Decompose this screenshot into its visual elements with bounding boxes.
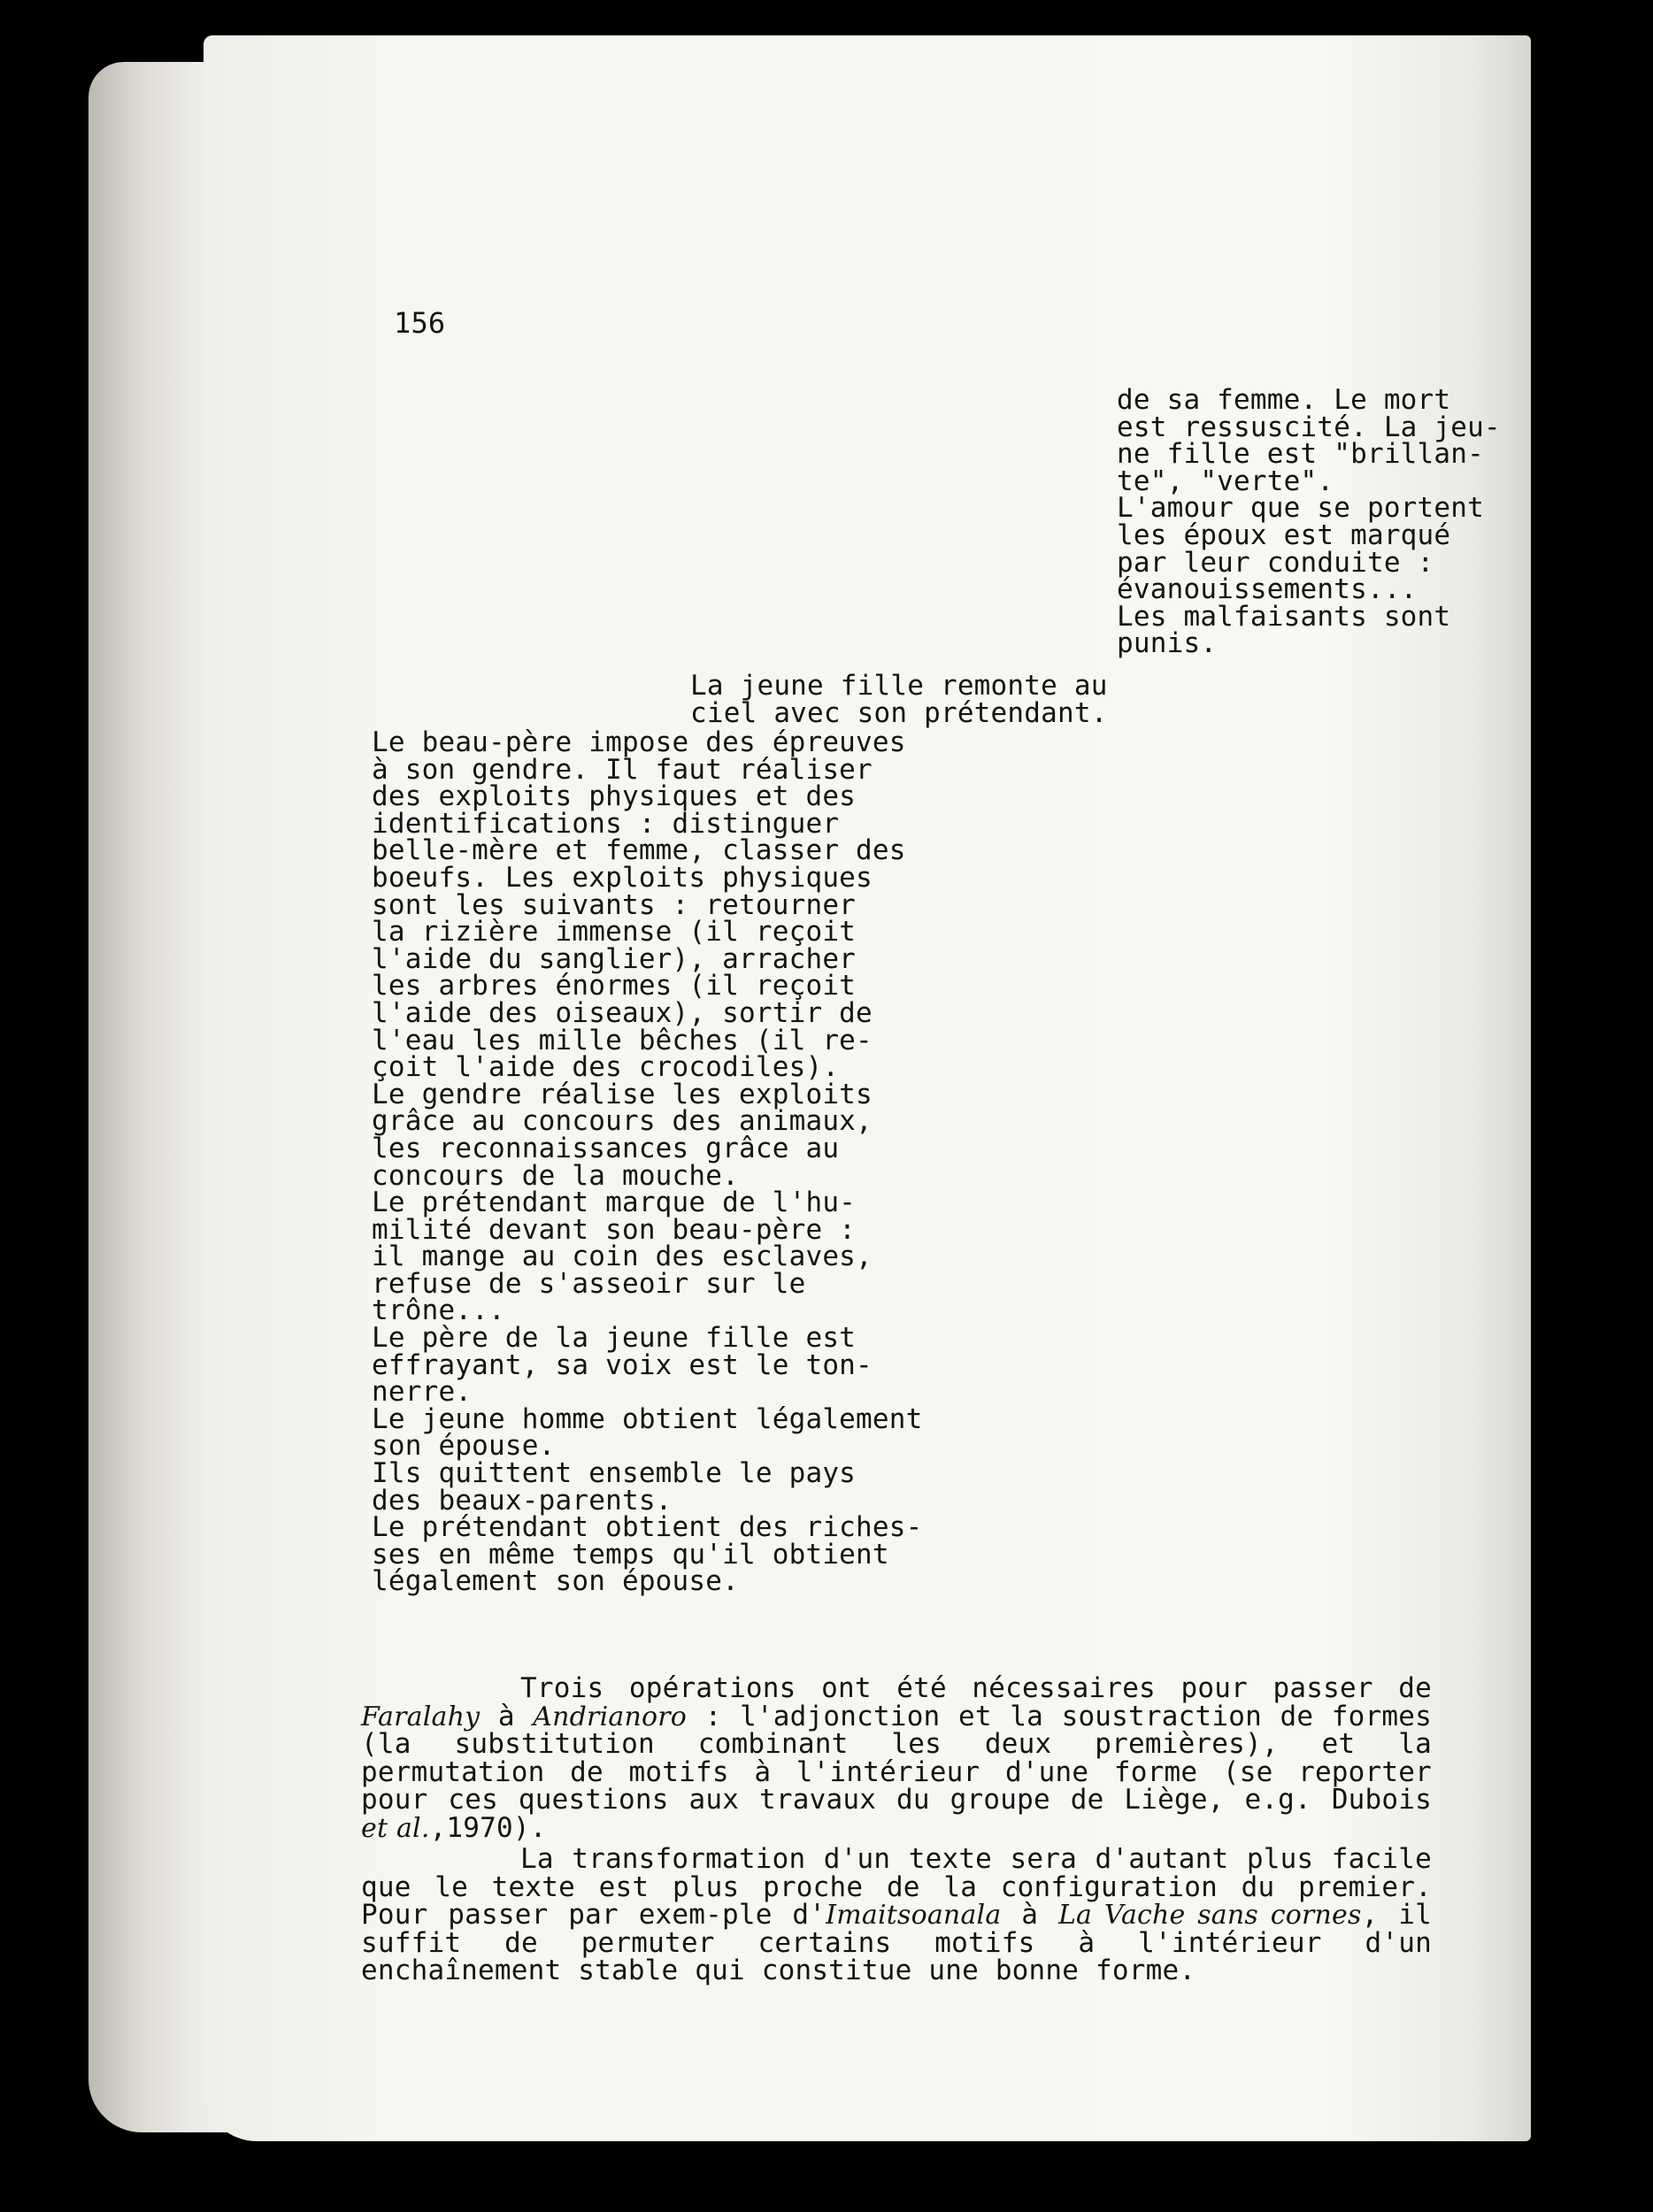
paragraph-text: ,1970). [429, 1811, 547, 1844]
text-line: les arbres énormes (il reçoit [372, 970, 857, 1002]
text-line: grâce au concours des animaux, [372, 1105, 873, 1138]
text-line: effrayant, sa voix est le ton- [372, 1348, 873, 1381]
text-line: nerre. [372, 1376, 473, 1409]
text-line: évanouissements... [1117, 573, 1418, 606]
text-line: Le beau-père impose des épreuves [372, 726, 906, 758]
text-line: la rizière immense (il reçoit [372, 916, 857, 949]
text-line: des beaux-parents. [372, 1484, 673, 1517]
text-line: par leur conduite : [1117, 546, 1434, 579]
text-line: milité devant son beau-père : [372, 1213, 857, 1246]
text-line: Le jeune homme obtient légalement [372, 1402, 923, 1435]
text-line: punis. [1117, 627, 1218, 660]
paragraph-text: : l'adjonction et la soustraction de formes (la substitution combinant les deux premières), et la permutation de motifs à l'intérieur d'une forme (se reporter pour ces questions aux travaux du groupe de Liège, e.g. Dubois [361, 1700, 1432, 1816]
paragraph-text: , il suffit de permuter certains motifs à l'intérieur d'un enchaînement stable qui constitue une bonne forme. [361, 1899, 1432, 1986]
text-line: les reconnaissances grâce au [372, 1132, 840, 1164]
italic-title: Imaitsoanala [826, 1900, 1002, 1931]
text-line: à son gendre. Il faut réaliser [372, 753, 873, 786]
text-line: ne fille est "brillan- [1117, 438, 1484, 471]
text-line: La jeune fille remonte au [690, 670, 1108, 702]
italic-title: Andrianoro [533, 1701, 688, 1732]
text-line: Le prétendant obtient des riches- [372, 1511, 923, 1544]
text-line: ses en même temps qu'il obtient [372, 1538, 889, 1571]
text-line: l'eau les mille bêches (il re- [372, 1024, 873, 1056]
text-line: Le prétendant marque de l'hu- [372, 1187, 857, 1219]
text-line: Ils quittent ensemble le pays [372, 1457, 857, 1490]
text-line: te", "verte". [1117, 465, 1334, 497]
text-line: les époux est marqué [1117, 518, 1451, 551]
right-column-text [1117, 384, 1501, 660]
text-line: ciel avec son prétendant. [690, 696, 1108, 729]
text-line: refuse de s'asseoir sur le [372, 1267, 806, 1300]
paragraph-operations [361, 1672, 1432, 1844]
italic-title: La Vache sans cornes [1057, 1900, 1362, 1931]
ascent-caption [690, 670, 1108, 729]
text-line: de sa femme. Le mort [1117, 384, 1451, 416]
text-line: boeufs. Les exploits physiques [372, 861, 873, 894]
text-line: des exploits physiques et des [372, 780, 857, 813]
text-line: Le gendre réalise les exploits [372, 1078, 873, 1110]
paragraph-text: à [1001, 1899, 1058, 1931]
text-line: sont les suivants : retourner [372, 888, 857, 921]
paragraph-text: à [480, 1700, 515, 1732]
text-line: il mange au coin des esclaves, [372, 1240, 873, 1273]
text-line: légalement son épouse. [372, 1565, 739, 1598]
text-line: concours de la mouche. [372, 1159, 739, 1192]
text-line: l'aide des oiseaux), sortir de [372, 996, 873, 1029]
text-line: l'aide du sanglier), arracher [372, 942, 857, 975]
text-line: trône... [372, 1294, 505, 1327]
text-line: Les malfaisants sont [1117, 600, 1451, 633]
text-line: son épouse. [372, 1430, 556, 1463]
paragraph-text: La transformation d'un texte sera d'autant plus facile que le texte est plus proche de la configuration du premier. Pour passer par exem-ple d' [361, 1843, 1432, 1931]
paragraph-transformation [361, 1843, 1432, 1986]
italic-citation: et al. [361, 1812, 430, 1844]
paragraph-text: Trois opérations ont été nécessaires pour passer de [520, 1672, 1432, 1704]
italic-title: Faralahy [361, 1701, 481, 1732]
text-line: çoit l'aide des crocodiles). [372, 1051, 840, 1084]
text-line: L'amour que se portent [1117, 492, 1484, 525]
text-line: Le père de la jeune fille est [372, 1322, 857, 1355]
text-line: identifications : distinguer [372, 807, 840, 840]
text-line: belle-mère et femme, classer des [372, 834, 906, 867]
text-line: est ressuscité. La jeu- [1117, 411, 1501, 443]
left-column-text [372, 726, 923, 1598]
page-number: 156 [394, 306, 446, 340]
